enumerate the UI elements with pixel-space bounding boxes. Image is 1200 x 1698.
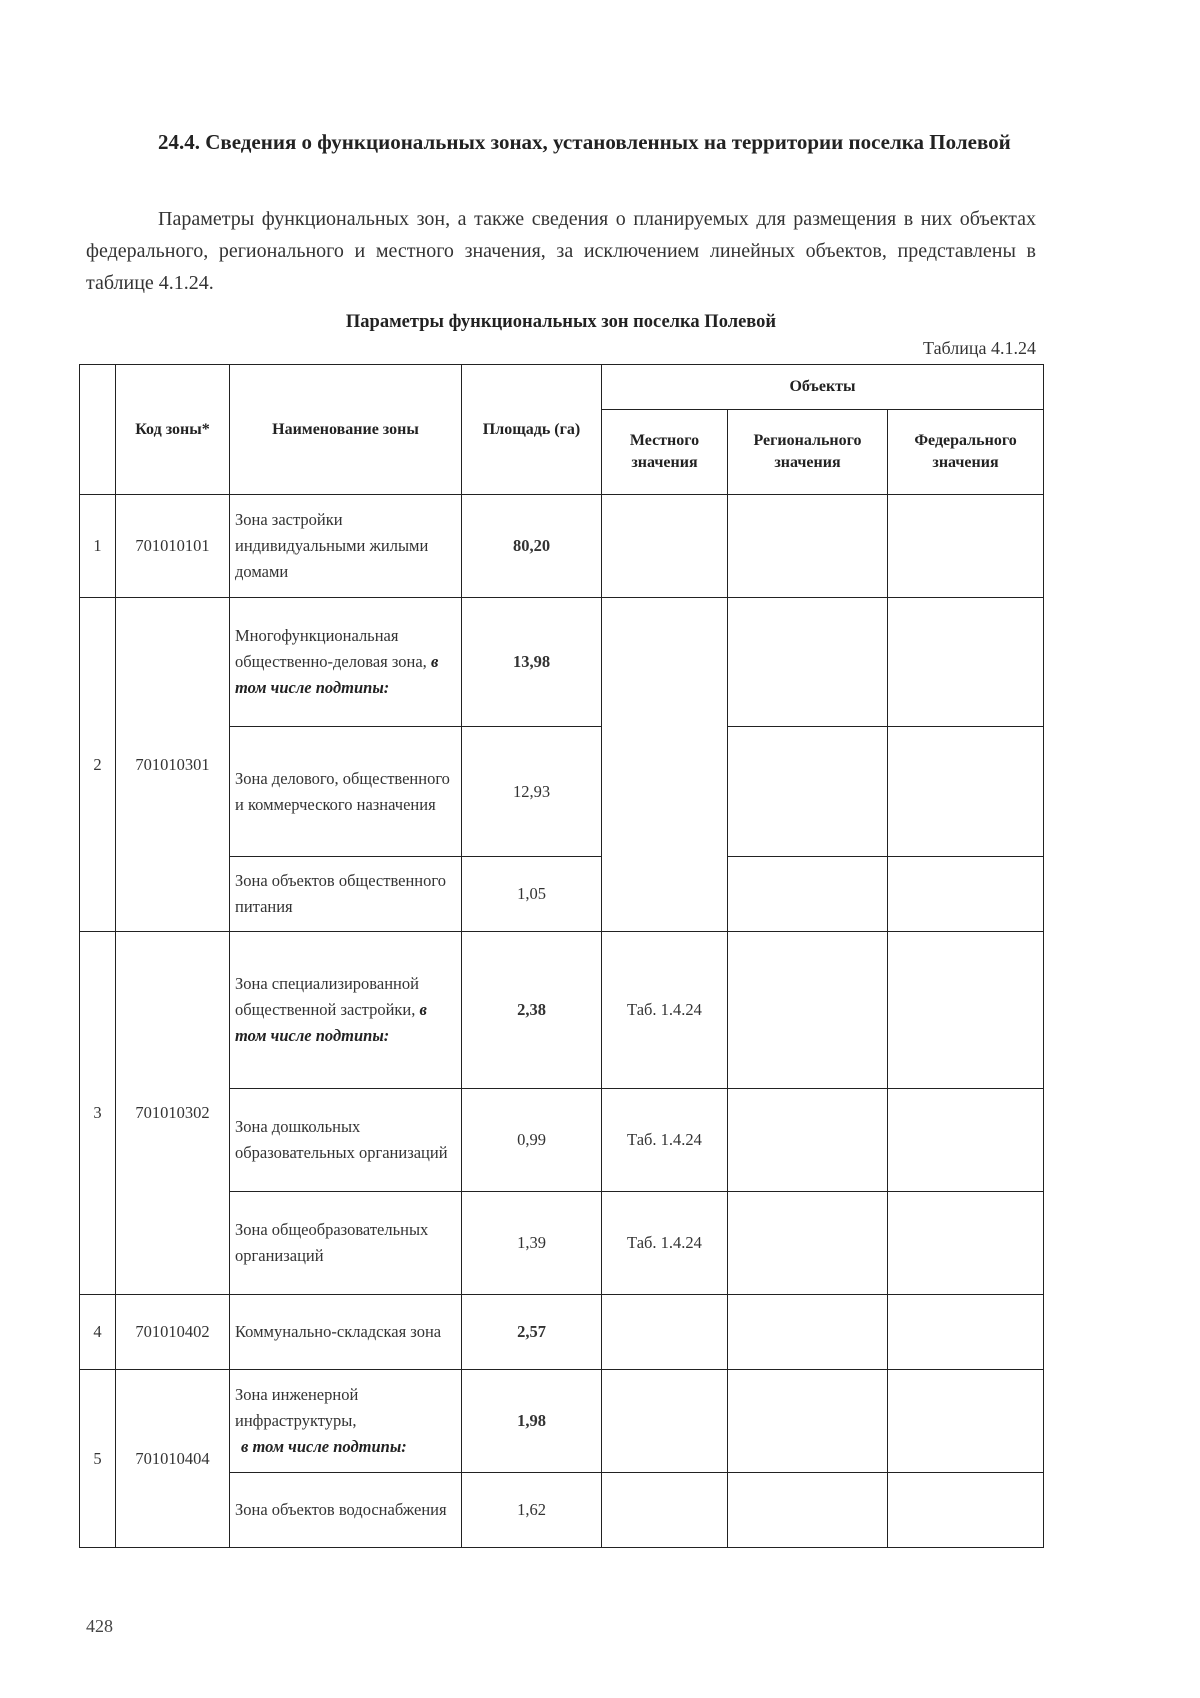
header-objects: Объекты — [602, 365, 1044, 410]
zone-name: Многофункциональная общественно-деловая зона, в том числе подтипы: — [230, 598, 462, 727]
regional-objects — [728, 1295, 888, 1370]
table-title: Параметры функциональных зон поселка Полевой — [345, 312, 777, 332]
table-row — [80, 1370, 1044, 1473]
zone-name: Зона инженерной инфраструктуры, в том числе подтипы: — [230, 1370, 462, 1473]
federal-objects — [888, 932, 1044, 1089]
federal-objects — [888, 727, 1044, 857]
row-num: 5 — [80, 1370, 116, 1548]
regional-objects — [728, 857, 888, 932]
zone-name: Коммунально-складская зона — [230, 1295, 462, 1370]
subtypes-note: в том числе подтипы: — [241, 1437, 407, 1456]
federal-objects — [888, 1370, 1044, 1473]
header-name: Наименование зоны — [230, 365, 462, 495]
regional-objects — [728, 495, 888, 598]
zone-area: 12,93 — [462, 727, 602, 857]
regional-objects — [728, 598, 888, 727]
table-row — [80, 598, 1044, 727]
intro-paragraph: Параметры функциональных зон, а также сведения о планируемых для размещения в них объектах федерального, регионального и местного значения, за исключением линейных объектов, представлены в таблице 4.1.24. — [86, 208, 1036, 294]
local-objects — [602, 495, 728, 598]
federal-objects — [888, 495, 1044, 598]
zone-area: 0,99 — [462, 1089, 602, 1192]
federal-objects — [888, 598, 1044, 727]
header-area: Площадь (га) — [462, 365, 602, 495]
row-num: 2 — [80, 598, 116, 932]
regional-objects — [728, 1370, 888, 1473]
zone-area: 2,38 — [462, 932, 602, 1089]
header-regional: Регионального значения — [728, 410, 888, 495]
local-objects: Таб. 1.4.24 — [602, 932, 728, 1089]
zone-code: 701010404 — [116, 1370, 230, 1548]
federal-objects — [888, 1192, 1044, 1295]
zone-name: Зона делового, общественного и коммерческого назначения — [230, 727, 462, 857]
local-objects — [602, 1370, 728, 1473]
regional-objects — [728, 1192, 888, 1295]
zone-area: 1,39 — [462, 1192, 602, 1295]
federal-objects — [888, 1089, 1044, 1192]
zones-table — [79, 364, 1044, 1548]
table-number: Таблица 4.1.24 — [923, 338, 1036, 358]
regional-objects — [728, 1089, 888, 1192]
local-objects: Таб. 1.4.24 — [602, 1089, 728, 1192]
header-federal: Федерального значения — [888, 410, 1044, 495]
local-objects — [602, 1295, 728, 1370]
federal-objects — [888, 1473, 1044, 1548]
zone-code: 701010101 — [116, 495, 230, 598]
zone-area: 1,98 — [462, 1370, 602, 1473]
zone-area: 1,62 — [462, 1473, 602, 1548]
row-num: 4 — [80, 1295, 116, 1370]
federal-objects — [888, 857, 1044, 932]
zone-name: Зона специализированной общественной застройки, в том числе подтипы: — [230, 932, 462, 1089]
regional-objects — [728, 1473, 888, 1548]
subtypes-note: в том числе подтипы: — [235, 652, 439, 697]
zone-name: Зона объектов водоснабжения — [230, 1473, 462, 1548]
table-row — [80, 495, 1044, 598]
zone-code: 701010301 — [116, 598, 230, 932]
zone-name: Зона дошкольных образовательных организаций — [230, 1089, 462, 1192]
header-code: Код зоны* — [116, 365, 230, 495]
row-num: 3 — [80, 932, 116, 1295]
zone-name: Зона застройки индивидуальными жилыми домами — [230, 495, 462, 598]
zone-name: Зона общеобразовательных организаций — [230, 1192, 462, 1295]
local-objects — [602, 1473, 728, 1548]
zone-area: 2,57 — [462, 1295, 602, 1370]
zone-code: 701010302 — [116, 932, 230, 1295]
table-row — [80, 1295, 1044, 1370]
regional-objects — [728, 932, 888, 1089]
zone-area: 13,98 — [462, 598, 602, 727]
zone-code: 701010402 — [116, 1295, 230, 1370]
row-num: 1 — [80, 495, 116, 598]
zone-area: 80,20 — [462, 495, 602, 598]
header-num — [80, 365, 116, 495]
table-row — [80, 932, 1044, 1089]
regional-objects — [728, 727, 888, 857]
zone-name: Зона объектов общественного питания — [230, 857, 462, 932]
local-objects: Таб. 1.4.24 — [602, 1192, 728, 1295]
header-local: Местного значения — [602, 410, 728, 495]
local-objects — [602, 598, 728, 932]
zone-area: 1,05 — [462, 857, 602, 932]
page-number: 428 — [86, 1616, 113, 1636]
section-heading: 24.4. Сведения о функциональных зонах, установленных на территории поселка Полевой — [158, 130, 1011, 154]
subtypes-note: в том числе подтипы: — [235, 1000, 427, 1045]
federal-objects — [888, 1295, 1044, 1370]
